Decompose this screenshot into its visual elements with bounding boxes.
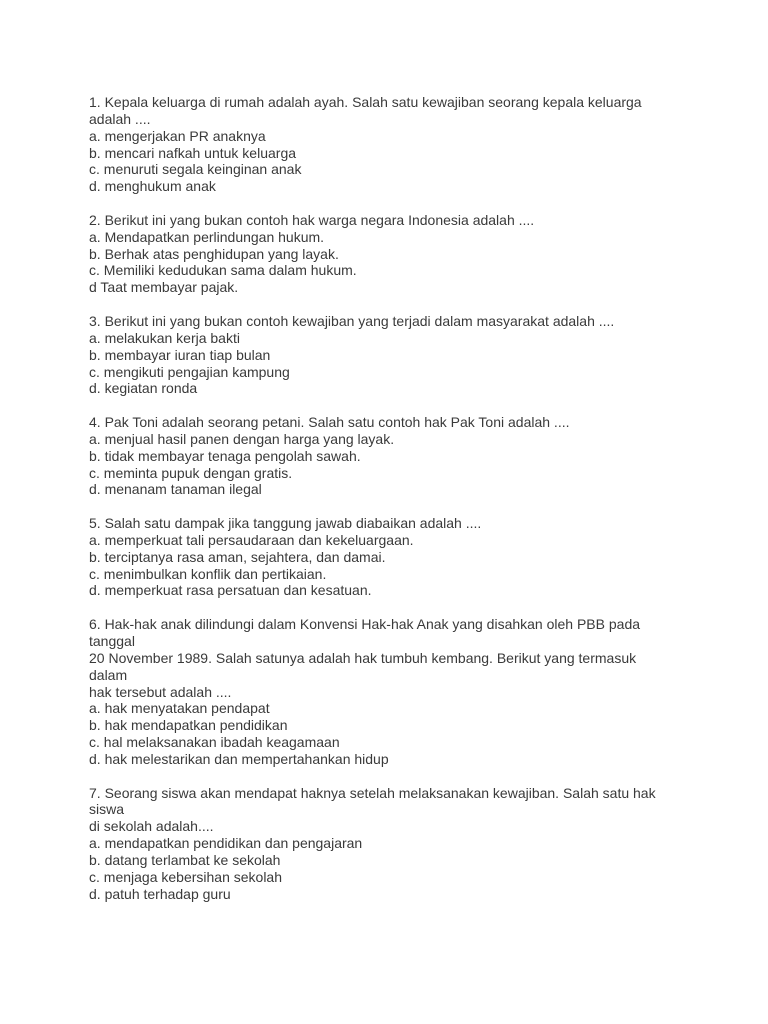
question-2 <box>89 212 656 296</box>
answer-option: c. mengikuti pengajian kampung <box>89 363 290 380</box>
answer-option: a. menjual hasil panen dengan harga yang layak. <box>89 430 395 447</box>
answer-option: c. meminta pupuk dengan gratis. <box>89 464 293 481</box>
answer-option: a. mendapatkan pendidikan dan pengajaran <box>89 835 363 852</box>
answer-option: b. mencari nafkah untuk keluarga <box>89 144 297 161</box>
answer-option: a. melakukan kerja bakti <box>89 329 240 346</box>
answer-option: d. menanam tanaman ilegal <box>89 481 262 498</box>
answer-option: b. membayar iuran tiap bulan <box>89 346 271 363</box>
question-5 <box>89 515 656 599</box>
question-1 <box>89 94 656 195</box>
answer-option: b. hak mendapatkan pendidikan <box>89 717 288 734</box>
answer-option: a. Mendapatkan perlindungan hukum. <box>89 228 325 245</box>
question-stem-line: dalam <box>89 666 128 683</box>
question-stem-line: 6. Hak-hak anak dilindungi dalam Konvensi Hak-hak Anak yang disahkan oleh PBB pada <box>89 616 641 633</box>
answer-option: a. mengerjakan PR anaknya <box>89 127 266 144</box>
question-stem-line: 4. Pak Toni adalah seorang petani. Salah satu contoh hak Pak Toni adalah .... <box>89 414 570 431</box>
answer-option: d. memperkuat rasa persatuan dan kesatuan. <box>89 582 372 599</box>
answer-option: b. tidak membayar tenaga pengolah sawah. <box>89 447 361 464</box>
answer-option: d. kegiatan ronda <box>89 380 198 397</box>
question-stem-line: 2. Berikut ini yang bukan contoh hak warga negara Indonesia adalah .... <box>89 211 535 228</box>
question-stem-line: hak tersebut adalah .... <box>89 683 232 700</box>
answer-option: c. menimbulkan konflik dan pertikaian. <box>89 565 327 582</box>
document-body <box>89 94 656 919</box>
answer-option: b. terciptanya rasa aman, sejahtera, dan damai. <box>89 548 386 565</box>
answer-option: b. datang terlambat ke sekolah <box>89 851 281 868</box>
question-7 <box>89 785 656 903</box>
question-stem-line: 1. Kepala keluarga di rumah adalah ayah. Salah satu kewajiban seorang kepala keluarga <box>89 94 642 110</box>
question-stem-line: adalah .... <box>89 110 151 127</box>
answer-option: d. patuh terhadap guru <box>89 885 231 902</box>
question-3 <box>89 313 656 397</box>
answer-option: c. hal melaksanakan ibadah keagamaan <box>89 734 340 751</box>
question-stem-line: 5. Salah satu dampak jika tanggung jawab diabaikan adalah .... <box>89 515 482 532</box>
question-stem-line: tanggal <box>89 633 135 649</box>
answer-option: c. menjaga kebersihan sekolah <box>89 868 283 885</box>
question-stem-line: 7. Seorang siswa akan mendapat haknya setelah melaksanakan kewajiban. Salah satu hak <box>89 784 656 801</box>
question-stem-line: di sekolah adalah.... <box>89 818 214 835</box>
question-stem-line: siswa <box>89 801 125 818</box>
answer-option: d. menghukum anak <box>89 178 216 195</box>
answer-option: a. hak menyatakan pendapat <box>89 700 270 717</box>
answer-option: a. memperkuat tali persaudaraan dan kekeluargaan. <box>89 531 414 548</box>
answer-option: c. Memiliki kedudukan sama dalam hukum. <box>89 262 357 279</box>
question-stem-line: 20 November 1989. Salah satunya adalah hak tumbuh kembang. Berikut yang termasuk <box>89 649 637 666</box>
answer-option: d. hak melestarikan dan mempertahankan hidup <box>89 750 389 767</box>
answer-option: b. Berhak atas penghidupan yang layak. <box>89 245 339 262</box>
question-4 <box>89 414 656 498</box>
answer-option: d Taat membayar pajak. <box>89 279 239 296</box>
answer-option: c. menuruti segala keinginan anak <box>89 161 302 178</box>
question-6 <box>89 616 656 768</box>
question-stem-line: 3. Berikut ini yang bukan contoh kewajiban yang terjadi dalam masyarakat adalah .... <box>89 312 615 329</box>
